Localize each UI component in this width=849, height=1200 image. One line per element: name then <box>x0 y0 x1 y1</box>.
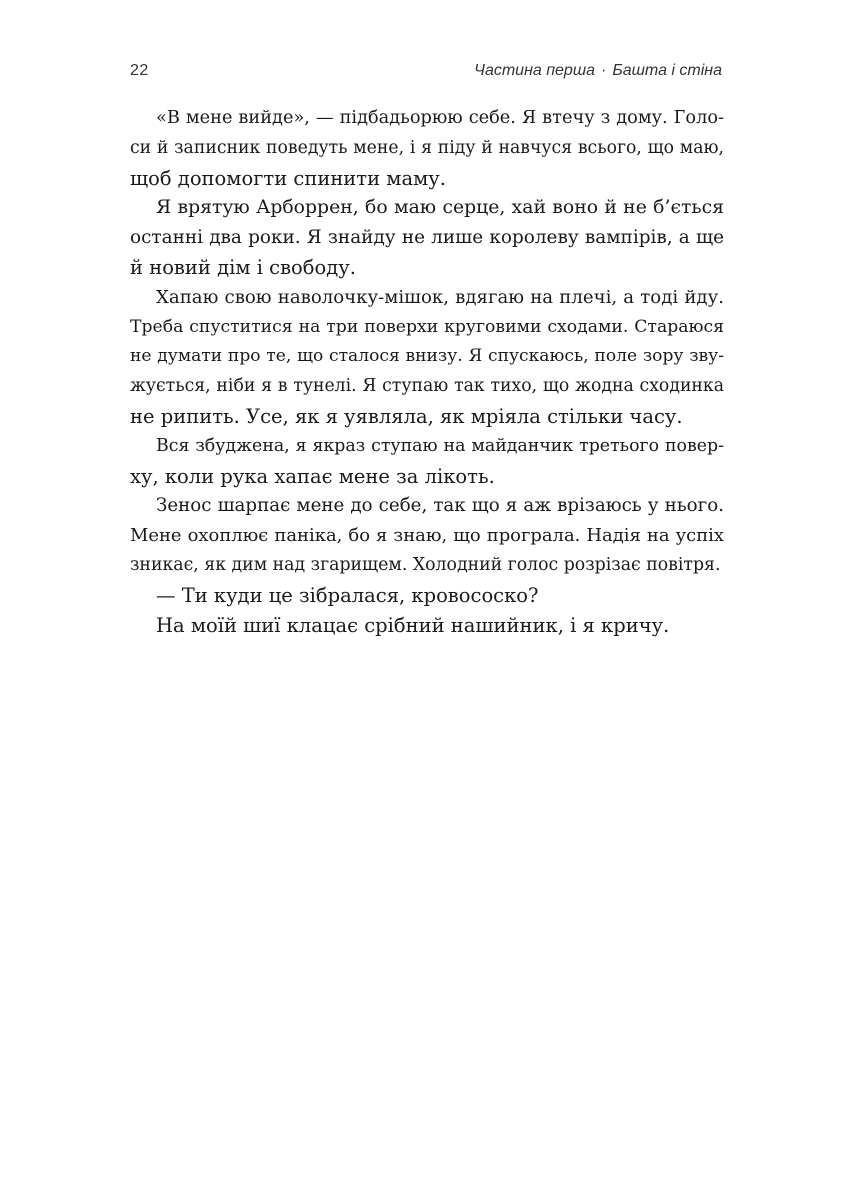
text-line: Зенос шарпає мене до себе, так що я аж врізаюсь у нього. <box>156 495 724 517</box>
text-line: щоб допомогти спинити маму. <box>130 166 446 190</box>
part-title: Частина перша <box>474 62 595 79</box>
text-line: Я врятую Арборрен, бо маю серце, хай воно й не б’ється <box>156 197 724 219</box>
text-line: си й записник поведуть мене, і я піду й навчуся всього, що маю, <box>130 137 724 158</box>
text-line: Хапаю свою наволочку-мішок, вдягаю на плечі, а тоді йду. <box>156 286 724 308</box>
text-line: Треба спуститися на три поверхи круговими сходами. Стараюся <box>130 316 724 337</box>
header-separator: · <box>601 62 607 79</box>
paragraph <box>130 491 724 580</box>
chapter-title: Башта і стіна <box>612 62 722 79</box>
paragraph <box>130 104 724 193</box>
text-line: й новий дім і свободу. <box>130 255 356 279</box>
text-line: — Ти куди це зібралася, кровососко? <box>156 583 539 607</box>
text-line: Мене охоплює паніка, бо я знаю, що програла. Надія на успіх <box>130 525 724 547</box>
text-line: жується, ніби я в тунелі. Я ступаю так тихо, що жодна сходинка <box>130 376 724 397</box>
page-number: 22 <box>130 62 149 79</box>
text-line: «В мене вийде», — підбадьорюю себе. Я втечу з дому. Голо- <box>156 108 724 128</box>
text-line: зникає, як дим над згарищем. Холодний голос розрізає повітря. <box>130 554 721 575</box>
text-line: Вся збуджена, я якраз ступаю на майданчик третього повер- <box>156 435 724 456</box>
paragraph <box>130 193 724 282</box>
text-line: ху, коли рука хапає мене за лікоть. <box>130 464 495 488</box>
text-line: останні два роки. Я знайду не лише королеву вампірів, а ще <box>130 227 724 249</box>
section-title <box>474 62 722 80</box>
body-text <box>130 104 724 640</box>
text-line: не думати про те, що сталося внизу. Я спускаюсь, поле зору зву- <box>130 346 724 367</box>
paragraph <box>130 432 724 492</box>
running-header <box>130 62 722 86</box>
paragraph <box>130 611 724 641</box>
paragraph <box>130 581 724 611</box>
text-line: На моїй шиї клацає срібний нашийник, і я кричу. <box>156 613 670 637</box>
paragraph <box>130 283 724 432</box>
text-line: не рипить. Усе, як я уявляла, як мріяла стільки часу. <box>130 404 683 428</box>
